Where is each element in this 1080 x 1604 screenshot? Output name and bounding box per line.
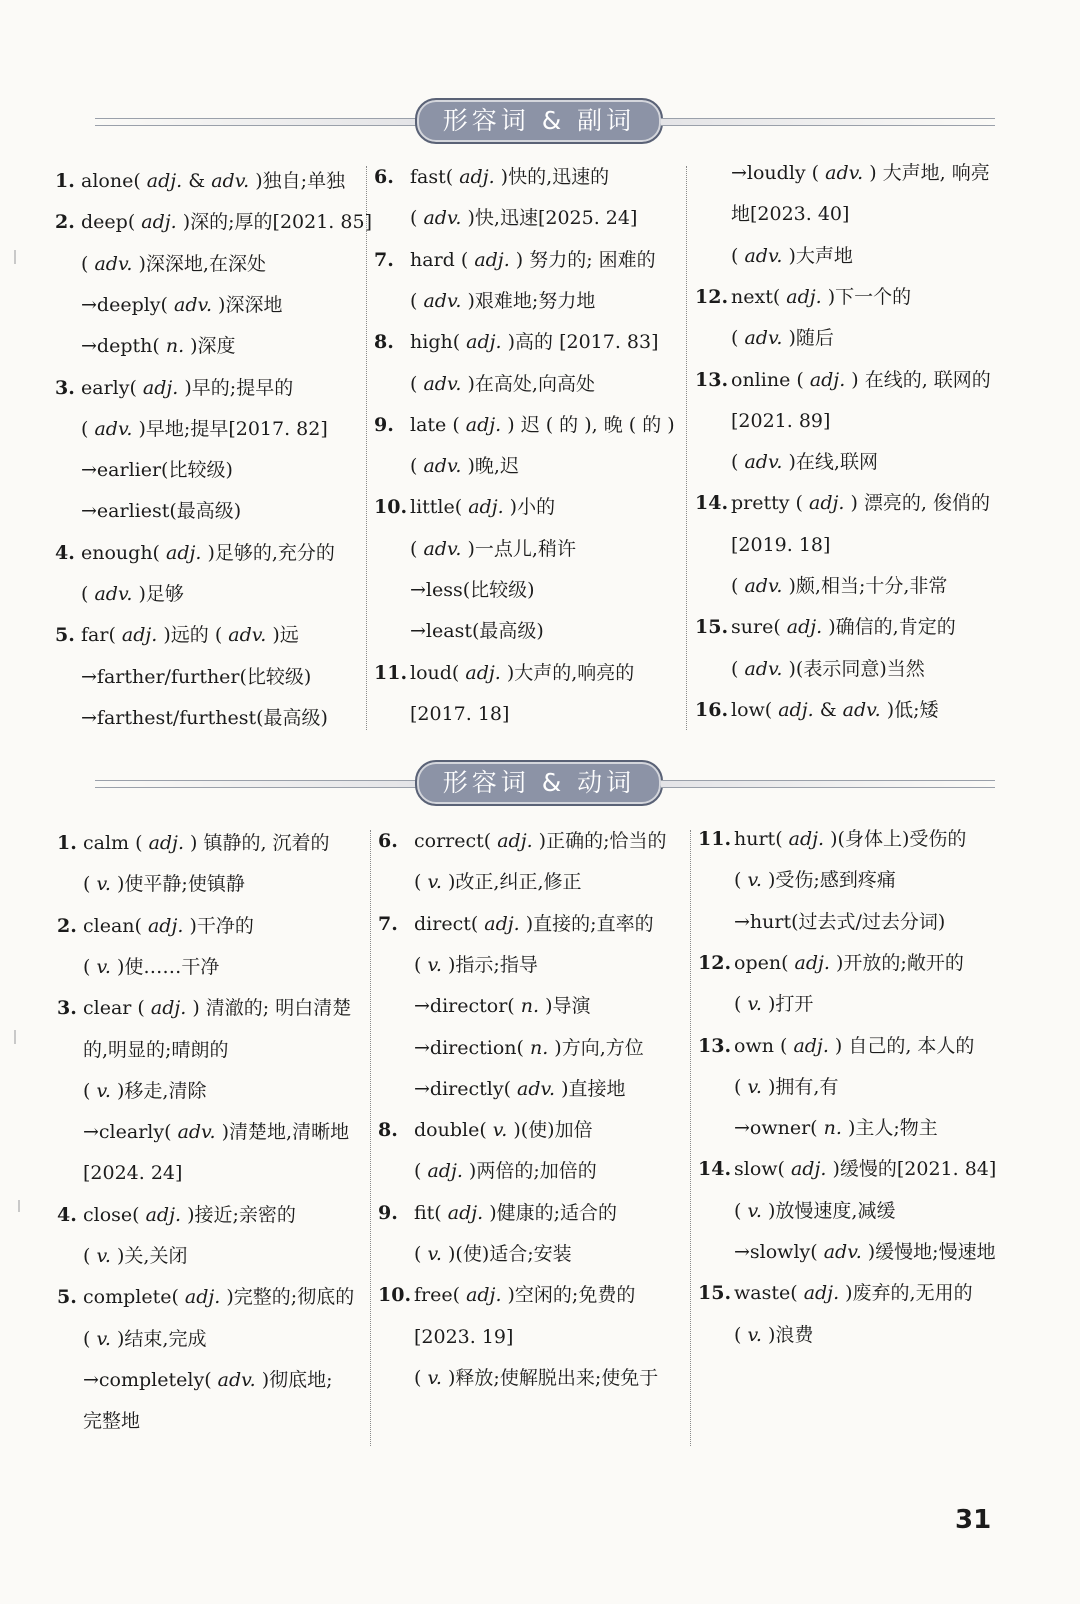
entry-text: [2017. 18] bbox=[410, 702, 510, 725]
entry-text: ( v. )(使)适合;安装 bbox=[414, 1243, 572, 1265]
vocab-entry bbox=[374, 164, 609, 190]
vocab-entry bbox=[374, 412, 675, 438]
column-divider bbox=[690, 830, 691, 1446]
vocab-entry bbox=[698, 826, 966, 852]
vocab-entry-line bbox=[57, 1243, 187, 1269]
vocab-entry-line bbox=[374, 205, 637, 231]
entry-number: 13. bbox=[695, 368, 729, 391]
vocab-entry-line bbox=[374, 288, 595, 314]
vocab-entry-line bbox=[55, 498, 241, 524]
column-divider bbox=[366, 166, 367, 730]
entry-text: direct( adj. )直接的;直率的 bbox=[414, 912, 654, 935]
vocab-entry-line bbox=[57, 1326, 206, 1352]
entry-number: 11. bbox=[374, 661, 408, 684]
entry-number: 1. bbox=[55, 170, 75, 192]
entry-text: far( adj. )远的 ( adv. )远 bbox=[81, 624, 299, 647]
entry-number: 15. bbox=[695, 616, 729, 639]
scan-edge-mark bbox=[14, 250, 16, 264]
vocab-entry bbox=[55, 375, 293, 401]
entry-text: clear ( adj. ) 清澈的; 明白清楚 bbox=[83, 997, 352, 1020]
vocab-entry bbox=[695, 367, 991, 393]
entry-number: 5. bbox=[55, 624, 75, 647]
entry-number: 10. bbox=[378, 1284, 412, 1307]
vocab-entry bbox=[378, 828, 667, 854]
entry-text: enough( adj. )足够的,充分的 bbox=[81, 541, 335, 564]
entry-text: own ( adj. ) 自己的, 本人的 bbox=[734, 1034, 975, 1057]
entry-text: little( adj. )小的 bbox=[410, 496, 556, 519]
vocab-entry-line bbox=[695, 201, 849, 227]
vocab-entry-line bbox=[695, 408, 830, 434]
entry-text: ( v. )受伤;感到疼痛 bbox=[734, 869, 896, 892]
vocab-entry-line bbox=[698, 867, 896, 893]
entry-number: 13. bbox=[698, 1034, 732, 1057]
entry-text: clean( adj. )干净的 bbox=[83, 914, 254, 937]
vocab-entry-line bbox=[695, 532, 830, 558]
entry-text: ( v. )打开 bbox=[734, 993, 814, 1016]
vocab-entry-line bbox=[698, 1115, 938, 1141]
vocab-entry-line bbox=[698, 1322, 813, 1348]
vocab-entry-line bbox=[57, 1367, 333, 1393]
entry-number: 7. bbox=[374, 248, 394, 271]
vocab-entry bbox=[57, 830, 330, 856]
entry-text: ( v. )拥有,有 bbox=[734, 1075, 839, 1098]
banner-rule-left bbox=[95, 118, 417, 126]
vocab-entry bbox=[695, 697, 939, 723]
banner-rule-right bbox=[661, 780, 995, 788]
entry-text: next( adj. )下一个的 bbox=[731, 285, 912, 308]
entry-text: slow( adj. )缓慢的[2021. 84] bbox=[734, 1158, 997, 1181]
entry-number: 9. bbox=[374, 413, 394, 436]
entry-number: 8. bbox=[374, 331, 394, 354]
entry-text: →direction( n. )方向,方位 bbox=[414, 1036, 644, 1059]
vocab-entry-line bbox=[695, 243, 853, 269]
entry-number: 9. bbox=[378, 1201, 398, 1224]
entry-number: 2. bbox=[55, 211, 75, 234]
entry-text: calm ( adj. ) 镇静的, 沉着的 bbox=[83, 832, 330, 854]
entry-text: →slowly( adv. )缓慢地;慢速地 bbox=[734, 1241, 996, 1263]
vocab-entry-line bbox=[378, 1241, 572, 1267]
entry-text: loud( adj. )大声的,响亮的 bbox=[410, 661, 635, 684]
vocab-entry bbox=[378, 1200, 617, 1226]
entry-number: 3. bbox=[55, 376, 75, 399]
entry-number: 15. bbox=[698, 1282, 732, 1305]
vocab-entry bbox=[55, 540, 335, 566]
page-number: 31 bbox=[955, 1505, 992, 1535]
entry-number: 14. bbox=[695, 492, 729, 515]
entry-text: →director( n. )导演 bbox=[414, 995, 591, 1018]
entry-text: ( v. )指示;指导 bbox=[414, 953, 538, 976]
entry-text: ( v. )使……干净 bbox=[83, 955, 220, 978]
entry-text: ( v. )移走,清除 bbox=[83, 1079, 207, 1102]
entry-text: ( v. )使平静;使镇静 bbox=[83, 873, 245, 896]
vocab-entry bbox=[695, 490, 990, 516]
vocab-entry-line bbox=[55, 416, 328, 442]
entry-text: high( adj. )高的 [2017. 83] bbox=[410, 331, 659, 354]
vocab-entry bbox=[695, 614, 956, 640]
vocab-entry-line bbox=[57, 1408, 140, 1434]
scan-edge-mark bbox=[14, 1030, 16, 1044]
vocab-entry bbox=[698, 1033, 974, 1059]
vocab-entry-line bbox=[55, 705, 328, 731]
entry-text: →completely( adv. )彻底地; bbox=[83, 1368, 333, 1391]
vocab-entry-line bbox=[57, 871, 245, 897]
entry-text: [2019. 18] bbox=[731, 533, 831, 556]
vocab-entry-line bbox=[378, 952, 538, 978]
entry-text: →deeply( adv. )深深地 bbox=[81, 293, 283, 316]
entry-text: pretty ( adj. ) 漂亮的, 俊俏的 bbox=[731, 492, 990, 515]
entry-text: ( adv. )足够 bbox=[81, 583, 184, 605]
vocab-entry-line bbox=[55, 457, 233, 483]
entry-text: [2024. 24] bbox=[83, 1162, 183, 1185]
vocab-entry-line bbox=[695, 449, 878, 475]
entry-text: ( adj. )两倍的;加倍的 bbox=[414, 1160, 597, 1183]
entry-text: →directly( adv. )直接地 bbox=[414, 1077, 626, 1100]
entry-text: [2021. 89] bbox=[731, 409, 831, 432]
entry-number: 16. bbox=[695, 698, 729, 721]
entry-number: 7. bbox=[378, 912, 398, 935]
vocab-entry-line bbox=[374, 618, 544, 644]
entry-text: ( adv. )早地;提早[2017. 82] bbox=[81, 417, 328, 440]
vocab-entry-line bbox=[378, 1158, 597, 1184]
vocab-entry-line bbox=[378, 869, 582, 895]
entry-text: →depth( n. )深度 bbox=[81, 335, 236, 358]
vocab-entry-line bbox=[55, 251, 266, 277]
entry-text: early( adj. )早的;提早的 bbox=[81, 376, 294, 399]
entry-number: 8. bbox=[378, 1119, 398, 1142]
entry-text: ( adv. )随后 bbox=[731, 327, 834, 350]
vocab-entry bbox=[698, 1156, 996, 1182]
vocab-entry bbox=[698, 1280, 973, 1306]
entry-text: sure( adj. )确信的,肯定的 bbox=[731, 616, 956, 639]
scan-edge-mark bbox=[18, 1200, 20, 1212]
vocab-entry bbox=[57, 1284, 354, 1310]
entry-text: [2023. 19] bbox=[414, 1325, 514, 1348]
section-title: 形容词 & 动词 bbox=[415, 760, 663, 806]
entry-text: close( adj. )接近;亲密的 bbox=[83, 1203, 296, 1226]
entry-text: ( adv. )一点儿,稍许 bbox=[410, 537, 576, 560]
section-banner-adj-adv bbox=[95, 98, 995, 144]
entry-text: ( v. )放慢速度,减缓 bbox=[734, 1199, 896, 1222]
entry-text: ( v. )关,关闭 bbox=[83, 1245, 188, 1267]
banner-rule-right bbox=[661, 118, 995, 126]
entry-text: ( adv. )大声地 bbox=[731, 244, 853, 267]
entry-text: →earlier(比较级) bbox=[81, 459, 233, 482]
entry-text: ( adv. )(表示同意)当然 bbox=[731, 657, 925, 680]
vocab-entry-line bbox=[55, 292, 282, 318]
entry-text: 的,明显的;晴朗的 bbox=[83, 1038, 229, 1061]
entry-text: free( adj. )空闲的;免费的 bbox=[414, 1284, 636, 1307]
entry-text: →owner( n. )主人;物主 bbox=[734, 1117, 938, 1140]
entry-text: correct( adj. )正确的;恰当的 bbox=[414, 830, 667, 852]
entry-text: deep( adj. )深的;厚的[2021. 85] bbox=[81, 211, 372, 234]
entry-text: →less(比较级) bbox=[410, 579, 535, 601]
entry-text: 地[2023. 40] bbox=[731, 203, 850, 226]
entry-text: late ( adj. ) 迟 ( 的 ), 晚 ( 的 ) bbox=[410, 413, 675, 436]
entry-text: complete( adj. )完整的;彻底的 bbox=[83, 1286, 355, 1309]
entry-text: ( v. )改正,纠正,修正 bbox=[414, 871, 582, 894]
vocab-entry-line bbox=[378, 1076, 626, 1102]
entry-number: 14. bbox=[698, 1158, 732, 1181]
vocab-entry-line bbox=[57, 954, 219, 980]
entry-number: 1. bbox=[57, 832, 77, 854]
vocab-entry-line bbox=[695, 656, 925, 682]
entry-text: →clearly( adv. )清楚地,清晰地 bbox=[83, 1121, 350, 1144]
entry-text: ( adv. )艰难地;努力地 bbox=[410, 289, 596, 312]
entry-text: →farthest/furthest(最高级) bbox=[81, 706, 328, 729]
entry-number: 12. bbox=[698, 951, 732, 974]
entry-number: 4. bbox=[57, 1203, 77, 1226]
vocab-entry-line bbox=[374, 371, 595, 397]
vocab-entry-line bbox=[698, 1074, 838, 1100]
entry-text: →hurt(过去式/过去分词) bbox=[734, 910, 946, 933]
section-title: 形容词 & 副词 bbox=[415, 98, 663, 144]
entry-number: 10. bbox=[374, 496, 408, 519]
vocab-entry-line bbox=[378, 1324, 513, 1350]
entry-number: 5. bbox=[57, 1286, 77, 1309]
vocab-entry bbox=[55, 168, 345, 194]
vocab-entry-line bbox=[55, 664, 311, 690]
entry-number: 2. bbox=[57, 914, 77, 937]
entry-number: 6. bbox=[378, 830, 398, 852]
entry-text: ( adv. )在线,联网 bbox=[731, 451, 878, 474]
entry-text: hurt( adj. )(身体上)受伤的 bbox=[734, 828, 967, 850]
entry-text: low( adj. & adv. )低;矮 bbox=[731, 698, 939, 721]
vocab-entry-line bbox=[378, 1035, 644, 1061]
entry-number: 12. bbox=[695, 285, 729, 308]
entry-number: 4. bbox=[55, 541, 75, 564]
vocab-entry-line bbox=[698, 909, 945, 935]
vocab-entry-line bbox=[374, 536, 576, 562]
vocab-entry-line bbox=[698, 1198, 895, 1224]
vocab-entry bbox=[698, 950, 964, 976]
column-divider bbox=[686, 166, 687, 730]
entry-number: 3. bbox=[57, 997, 77, 1020]
vocab-entry bbox=[57, 1202, 296, 1228]
entry-text: alone( adj. & adv. )独自;单独 bbox=[81, 170, 346, 192]
vocab-entry-line bbox=[57, 1119, 349, 1145]
vocab-entry-line bbox=[695, 573, 947, 599]
entry-text: ( adv. )深深地,在深处 bbox=[81, 252, 266, 275]
entry-number: 11. bbox=[698, 828, 732, 850]
column-divider bbox=[370, 830, 371, 1446]
entry-text: ( v. )浪费 bbox=[734, 1323, 814, 1346]
vocab-entry bbox=[55, 209, 372, 235]
entry-text: ( adv. )在高处,向高处 bbox=[410, 372, 595, 395]
vocab-entry bbox=[378, 1117, 593, 1143]
entry-text: →farther/further(比较级) bbox=[81, 665, 312, 688]
entry-text: ( adv. )快,迅速[2025. 24] bbox=[410, 207, 638, 230]
entry-text: ( v. )结束,完成 bbox=[83, 1327, 207, 1350]
vocab-entry bbox=[695, 284, 911, 310]
entry-text: ( adv. )颇,相当;十分,非常 bbox=[731, 575, 948, 597]
vocab-entry-line bbox=[698, 991, 813, 1017]
vocab-entry bbox=[378, 911, 654, 937]
vocab-entry-line bbox=[378, 1365, 658, 1391]
vocab-entry-line bbox=[378, 993, 590, 1019]
vocab-entry-line bbox=[374, 453, 519, 479]
vocab-entry bbox=[374, 247, 656, 273]
entry-text: double( v. )(使)加倍 bbox=[414, 1119, 593, 1142]
vocab-entry-line bbox=[57, 1078, 206, 1104]
entry-text: waste( adj. )废弃的,无用的 bbox=[734, 1282, 973, 1305]
vocab-entry bbox=[374, 329, 659, 355]
entry-text: hard ( adj. ) 努力的; 困难的 bbox=[410, 248, 656, 271]
vocab-entry-line bbox=[57, 1037, 228, 1063]
vocab-entry-line bbox=[698, 1239, 996, 1265]
entry-text: ( v. )释放;使解脱出来;使免于 bbox=[414, 1366, 659, 1389]
vocab-entry-line bbox=[55, 581, 184, 607]
entry-text: →earliest(最高级) bbox=[81, 500, 242, 523]
entry-text: →loudly ( adv. ) 大声地, 响亮 bbox=[731, 162, 990, 184]
entry-text: 完整地 bbox=[83, 1410, 141, 1433]
vocab-entry-line bbox=[695, 160, 990, 186]
section-banner-adj-verb bbox=[95, 760, 995, 806]
entry-text: fast( adj. )快的,迅速的 bbox=[410, 166, 610, 188]
vocab-entry bbox=[374, 660, 634, 686]
vocab-entry bbox=[57, 913, 254, 939]
entry-text: open( adj. )开放的;敞开的 bbox=[734, 951, 964, 974]
vocab-entry bbox=[57, 995, 351, 1021]
entry-text: ( adv. )晚,迟 bbox=[410, 455, 519, 478]
entry-text: →least(最高级) bbox=[410, 620, 544, 643]
vocab-entry-line bbox=[55, 333, 236, 359]
banner-rule-left bbox=[95, 780, 417, 788]
vocab-entry-line bbox=[695, 325, 834, 351]
vocab-entry-line bbox=[57, 1160, 182, 1186]
vocab-entry bbox=[378, 1282, 635, 1308]
vocab-entry-line bbox=[374, 701, 509, 727]
entry-number: 6. bbox=[374, 166, 394, 188]
vocab-entry bbox=[55, 622, 299, 648]
vocab-entry-line bbox=[374, 577, 535, 603]
entry-text: online ( adj. ) 在线的, 联网的 bbox=[731, 368, 991, 391]
entry-text: fit( adj. )健康的;适合的 bbox=[414, 1201, 618, 1224]
vocab-entry bbox=[374, 494, 555, 520]
